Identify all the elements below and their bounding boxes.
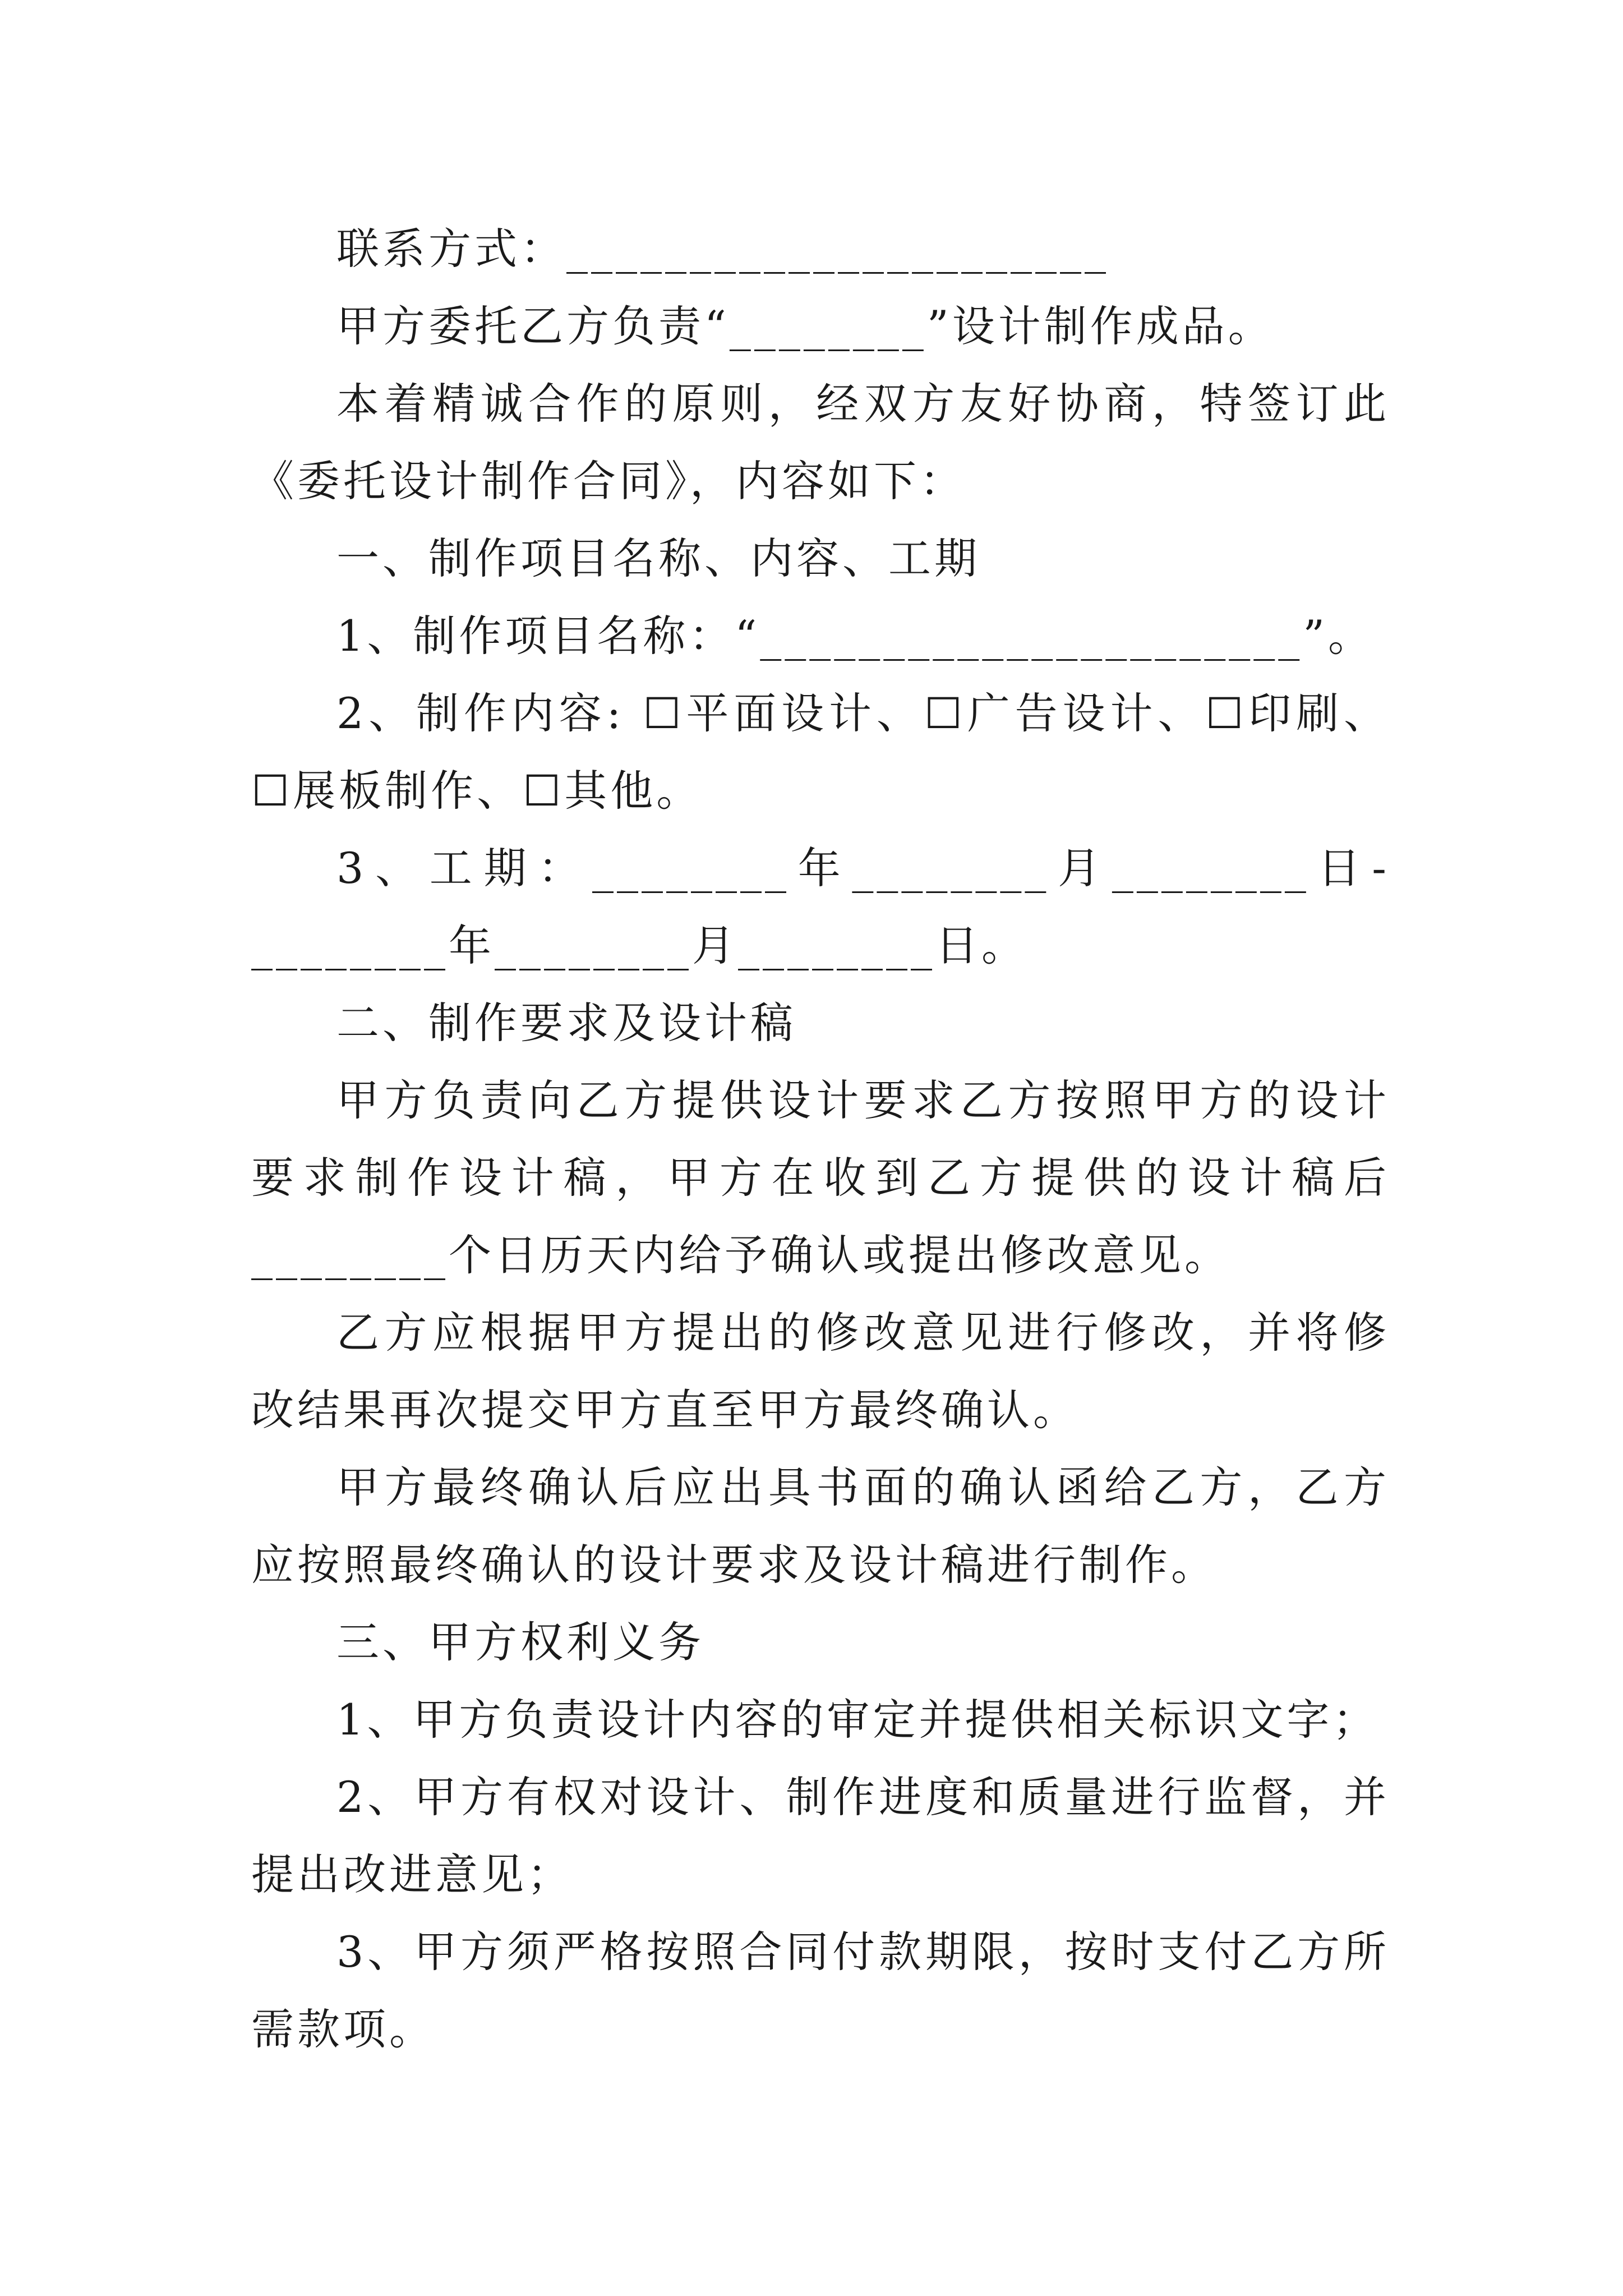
- contact-line: 联系方式：______________________: [336, 224, 1109, 274]
- party-a-duty-2: 2、甲方有权对设计、制作进度和质量进行监督，并提出改进意见；: [251, 1772, 1390, 1899]
- party-a-duty-3: 3、甲方须严格按照合同付款期限，按时支付乙方所需款项。: [251, 1927, 1390, 2054]
- confirmation-paragraph: 甲方最终确认后应出具书面的确认函给乙方，乙方应按照最终确认的设计要求及设计稿进行制作。: [251, 1462, 1390, 1590]
- contract-text: [251, 210, 1390, 2068]
- production-content-line: 2、制作内容: ☐平面设计、☐广告设计、☐印刷、☐展板制作、☐其他。: [251, 688, 1390, 816]
- commission-statement: 甲方委托乙方负责“________”设计制作成品。: [336, 301, 1274, 351]
- section-heading-1: 一、制作项目名称、内容、工期: [336, 533, 980, 583]
- design-requirements-paragraph: 甲方负责向乙方提供设计要求乙方按照甲方的设计要求制作设计稿，甲方在收到乙方提供的设计稿后________个日历天内给予确认或提出修改意见。: [251, 1075, 1390, 1280]
- revision-paragraph: 乙方应根据甲方提出的修改意见进行修改，并将修改结果再次提交甲方直至甲方最终确认。: [251, 1308, 1390, 1435]
- section-heading-2: 二、制作要求及设计稿: [336, 998, 796, 1048]
- project-name-line: 1、制作项目名称：“______________________”。: [336, 611, 1375, 661]
- schedule-line: 3、工期：________年________月________日-________年________月________日。: [251, 843, 1390, 970]
- party-a-duty-1: 1、甲方负责设计内容的审定并提供相关标识文字；: [336, 1695, 1379, 1745]
- preamble: 本着精诚合作的原则，经双方友好协商，特签订此《委托设计制作合同》，内容如下：: [251, 379, 1390, 506]
- section-heading-3: 三、甲方权利义务: [336, 1617, 704, 1667]
